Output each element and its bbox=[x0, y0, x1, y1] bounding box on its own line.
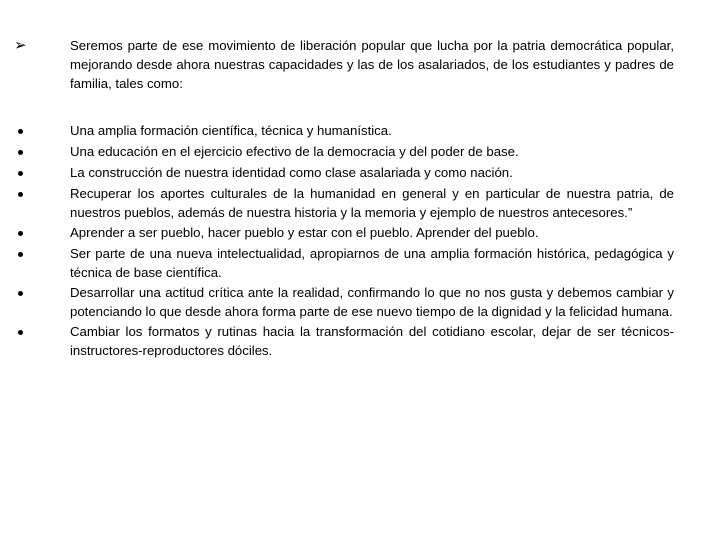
bullet-marker bbox=[14, 284, 70, 303]
list-item bbox=[14, 284, 674, 321]
bullet-dot-icon bbox=[18, 171, 23, 176]
bullet-marker bbox=[14, 164, 70, 183]
intro-text: Seremos parte de ese movimiento de liberación popular que lucha por la patria democrática popular, mejorando desde ahora nuestras capacidades y las de los asalariados, de los estudiantes y padres de familia, tales como: bbox=[70, 38, 674, 91]
bullet-marker bbox=[14, 122, 70, 141]
list-item-text: Cambiar los formatos y rutinas hacia la transformación del cotidiano escolar, dejar de ser técnicos-instructores-reproductores dóciles. bbox=[70, 324, 674, 358]
bullet-dot-icon bbox=[18, 129, 23, 134]
bullet-dot-icon bbox=[18, 330, 23, 335]
list-item-text: Desarrollar una actitud crítica ante la realidad, confirmando lo que no nos gusta y debemos cambiar y potenciando lo que desde ahora forma parte de ese nuevo tiempo de la dignidad y la felicidad humana. bbox=[70, 285, 674, 319]
arrow-bullet-icon: ➢ bbox=[14, 37, 27, 54]
list-item-text: Ser parte de una nueva intelectualidad, apropiarnos de una amplia formación histórica, pedagógica y técnica de base científica. bbox=[70, 246, 674, 280]
list-item-text: Una educación en el ejercicio efectivo de la democracia y del poder de base. bbox=[70, 144, 519, 159]
bullet-marker bbox=[14, 185, 70, 204]
list-item bbox=[14, 185, 674, 222]
bullet-marker bbox=[14, 224, 70, 243]
list-item bbox=[14, 143, 674, 162]
list-item bbox=[14, 164, 674, 183]
bullet-marker bbox=[14, 245, 70, 264]
bullet-dot-icon bbox=[18, 291, 23, 296]
bullet-marker bbox=[14, 323, 70, 342]
bullet-marker bbox=[14, 143, 70, 162]
list-item-text: Aprender a ser pueblo, hacer pueblo y estar con el pueblo. Aprender del pueblo. bbox=[70, 225, 539, 240]
list-item-text: Una amplia formación científica, técnica y humanística. bbox=[70, 123, 392, 138]
bullet-dot-icon bbox=[18, 150, 23, 155]
bullet-dot-icon bbox=[18, 231, 23, 236]
list-item bbox=[14, 323, 674, 360]
list-item bbox=[14, 245, 674, 282]
bullet-list bbox=[14, 122, 674, 362]
list-item-text: La construcción de nuestra identidad como clase asalariada y como nación. bbox=[70, 165, 513, 180]
bullet-dot-icon bbox=[18, 192, 23, 197]
intro-paragraph bbox=[14, 36, 674, 93]
list-item bbox=[14, 122, 674, 141]
list-item-text: Recuperar los aportes culturales de la humanidad en general y en particular de nuestra patria, de nuestros pueblos, además de nuestra historia y la memoria y ejemplo de nuestros antecesores.” bbox=[70, 186, 674, 220]
list-item bbox=[14, 224, 674, 243]
bullet-dot-icon bbox=[18, 252, 23, 257]
